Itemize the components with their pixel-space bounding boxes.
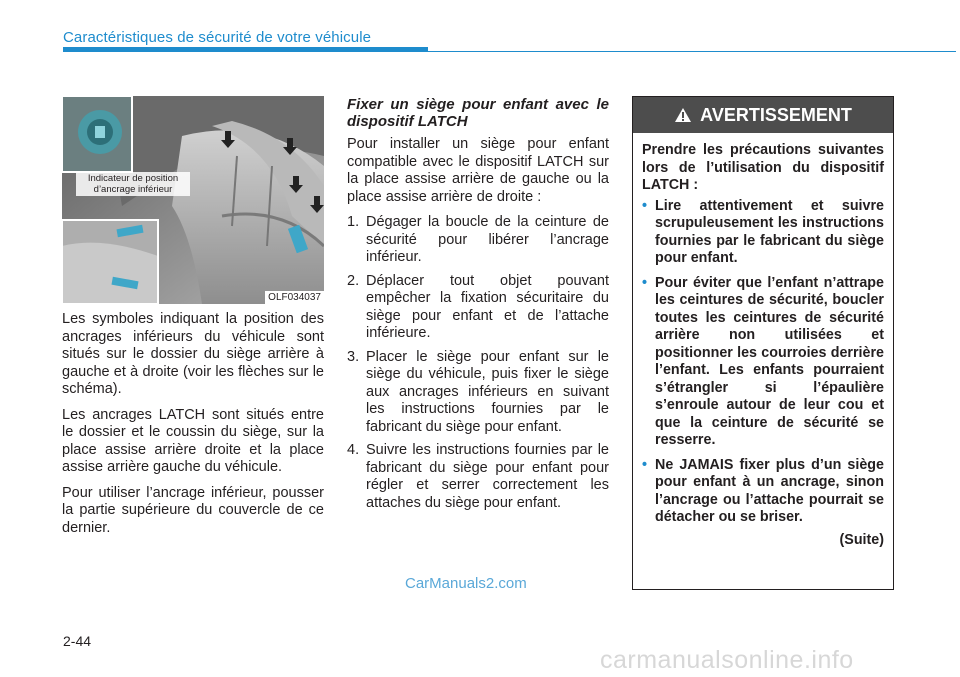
section-title: Caractéristiques de sécurité de votre véhicule [63, 29, 372, 46]
footer-site-watermark: carmanualsonline.info [600, 646, 854, 674]
step-text: Suivre les instructions fournies par le fabricant du siège pour enfant pour régler et serrer correctement les attaches du siège pour enfant. [366, 442, 609, 511]
step-item [347, 214, 609, 267]
continued-label: (Suite) [839, 531, 884, 548]
step-text: Déplacer tout objet pouvant empêcher la fixation sécuritaire du siège pour enfant et de l’attache inférieure. [366, 272, 609, 341]
warning-header [633, 97, 893, 133]
step-number: 1. [347, 214, 360, 230]
bullet-dot-icon: • [642, 456, 648, 473]
latch-anchor-illustration [62, 96, 324, 304]
step-text: Dégager la boucle de la ceinture de sécurité pour libérer l’ancrage inférieur. [366, 214, 609, 265]
warning-bullet [642, 198, 884, 268]
intro-paragraph: Pour installer un siège pour enfant compatible avec le dispositif LATCH sur la place assise arrière de gauche ou la place assise arrière de droite : [347, 136, 609, 205]
warning-box [632, 96, 894, 590]
figure-code: OLF034037 [265, 291, 324, 304]
warning-intro: Prendre les précautions suivantes lors de l’utilisation du dispositif LATCH : [642, 142, 884, 193]
warning-body [633, 133, 893, 549]
watermark-link[interactable]: CarManuals2.com [405, 575, 527, 592]
seat-illustration [62, 96, 324, 304]
step-item [347, 442, 609, 512]
steps-list [347, 214, 609, 512]
bullet-text: Ne JAMAIS fixer plus d’un siège pour enfant à un ancrage, sinon l’ancrage ou l’attache pourrait se détacher ou se briser. [655, 456, 884, 525]
middle-column [347, 96, 609, 518]
step-item [347, 349, 609, 437]
step-number: 4. [347, 442, 360, 458]
warning-triangle-icon [674, 107, 692, 123]
callout-line-2: d’ancrage inférieur [93, 184, 173, 195]
warning-bullets [642, 198, 884, 527]
step-number: 3. [347, 348, 360, 365]
step-text: Placer le siège pour enfant sur le siège du véhicule, puis fixer le siège aux ancrages inférieurs en suivant les instructions fournies par le fabricant du siège pour enfant. [366, 348, 609, 435]
page-number: 2-44 [63, 633, 92, 649]
callout-line-1: Indicateur de position [87, 173, 179, 184]
paragraph-2: Les ancrages LATCH sont situés entre le dossier et le coussin du siège, sur la place assise arrière droite et la place assise arrière gauche du véhicule. [62, 406, 324, 475]
step-number: 2. [347, 272, 360, 289]
figure-callout [76, 172, 190, 196]
bullet-dot-icon: • [642, 197, 648, 214]
warning-title: AVERTISSEMENT [700, 104, 852, 125]
bullet-text: Lire attentivement et suivre scrupuleusement les instructions fournies par le fabricant du siège pour enfant. [655, 197, 884, 266]
step-item [347, 273, 609, 343]
paragraph-1: Les symboles indiquant la position des ancrages inférieurs du véhicule sont situés sur le dossier du siège arrière à gauche et à droite (voir les flèches sur le schéma). [62, 311, 324, 397]
left-column [62, 311, 324, 545]
section-heading: Fixer un siège pour enfant avec le dispositif LATCH [347, 96, 609, 130]
bullet-text: Pour éviter que l’enfant n’attrape les ceintures de sécurité, boucler toutes les ceintures de sécurité arrière non utilisées et positionner les courroies derrière l’enfant. Les enfants pourraient s’étrangler si l’épaulière s’enroule autour de leur cou et que la ceinture de sécurité se resserre. [655, 274, 884, 448]
warning-bullet [642, 457, 884, 527]
warning-bullet [642, 275, 884, 450]
bullet-dot-icon: • [642, 274, 648, 291]
paragraph-3: Pour utiliser l’ancrage inférieur, pousser la partie supérieure du couvercle de ce dernier. [62, 484, 324, 536]
header-rule [63, 51, 956, 52]
